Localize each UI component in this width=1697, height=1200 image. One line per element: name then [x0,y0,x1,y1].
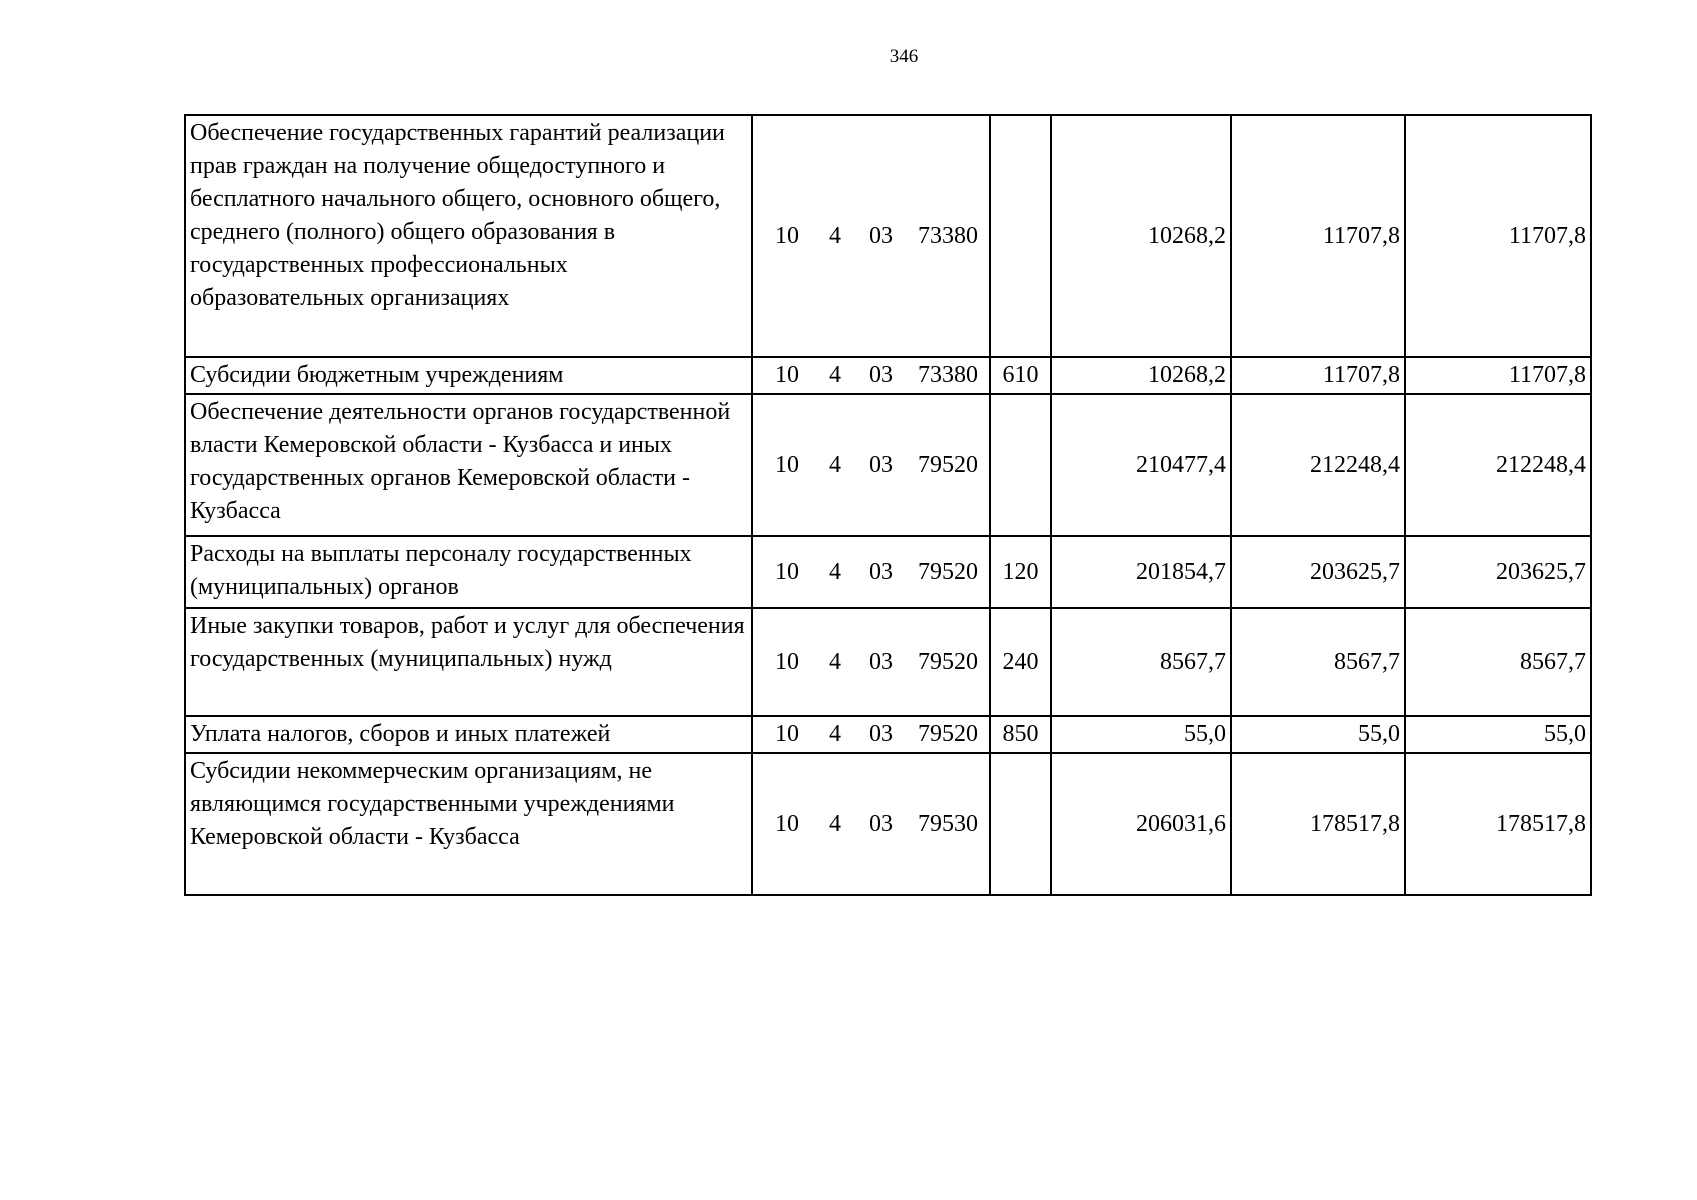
code-expense-type [990,394,1051,536]
code-subprogram: 03 [869,558,893,585]
code-expense-type: 120 [990,536,1051,608]
code-program: 4 [829,558,841,585]
amount-year-1: 8567,7 [1051,608,1231,716]
code-subprogram: 03 [869,648,893,675]
code-direction: 79520 [918,558,978,585]
row-name: Расходы на выплаты персоналу государственных (муниципальных) органов [185,536,752,608]
table-row [185,394,1591,536]
code-section: 10 [775,558,799,585]
amount-year-2: 8567,7 [1231,608,1405,716]
row-codes [752,115,990,357]
amount-year-2: 11707,8 [1231,357,1405,394]
code-section: 10 [775,648,799,675]
table-row [185,115,1591,357]
code-program: 4 [829,810,841,837]
row-name: Субсидии бюджетным учреждениям [185,357,752,394]
amount-year-2: 11707,8 [1231,115,1405,357]
code-expense-type [990,753,1051,895]
amount-year-2: 178517,8 [1231,753,1405,895]
row-codes [752,753,990,895]
amount-year-1: 201854,7 [1051,536,1231,608]
table-row [185,753,1591,895]
code-section: 10 [775,362,799,388]
code-program: 4 [829,721,841,747]
table-row [185,536,1591,608]
row-codes [752,394,990,536]
amount-year-1: 210477,4 [1051,394,1231,536]
code-subprogram: 03 [869,810,893,837]
row-name: Обеспечение государственных гарантий реализации прав граждан на получение общедоступного и бесплатного начального общего, основного общего, среднего (полного) общего образования в государственных профессиональных образовательных организациях [185,115,752,357]
table-row [185,716,1591,753]
code-expense-type: 610 [990,357,1051,394]
amount-year-2: 203625,7 [1231,536,1405,608]
code-section: 10 [775,222,799,249]
amount-year-1: 10268,2 [1051,357,1231,394]
code-subprogram: 03 [869,721,893,747]
code-expense-type: 850 [990,716,1051,753]
amount-year-1: 10268,2 [1051,115,1231,357]
table-row [185,608,1591,716]
row-name: Обеспечение деятельности органов государственной власти Кемеровской области - Кузбасса и иных государственных органов Кемеровской области - Кузбасса [185,394,752,536]
amount-year-1: 206031,6 [1051,753,1231,895]
code-subprogram: 03 [869,222,893,249]
amount-year-3: 55,0 [1405,716,1591,753]
amount-year-3: 8567,7 [1405,608,1591,716]
row-codes [752,357,990,394]
code-program: 4 [829,451,841,478]
code-expense-type [990,115,1051,357]
code-direction: 79520 [918,721,978,747]
page-number: 346 [889,46,919,67]
code-direction: 73380 [918,362,978,388]
code-program: 4 [829,362,841,388]
row-name: Субсидии некоммерческим организациям, не являющимся государственными учреждениями Кемеровской области - Кузбасса [185,753,752,895]
code-direction: 79530 [918,810,978,837]
row-codes [752,716,990,753]
amount-year-3: 203625,7 [1405,536,1591,608]
code-program: 4 [829,222,841,249]
row-codes [752,536,990,608]
code-direction: 79520 [918,451,978,478]
code-direction: 79520 [918,648,978,675]
amount-year-3: 11707,8 [1405,357,1591,394]
amount-year-3: 11707,8 [1405,115,1591,357]
amount-year-3: 212248,4 [1405,394,1591,536]
code-section: 10 [775,721,799,747]
amount-year-2: 55,0 [1231,716,1405,753]
code-direction: 73380 [918,222,978,249]
code-subprogram: 03 [869,362,893,388]
budget-table [184,114,1592,896]
code-section: 10 [775,810,799,837]
code-program: 4 [829,648,841,675]
code-subprogram: 03 [869,451,893,478]
code-section: 10 [775,451,799,478]
table-row [185,357,1591,394]
amount-year-2: 212248,4 [1231,394,1405,536]
amount-year-1: 55,0 [1051,716,1231,753]
row-codes [752,608,990,716]
code-expense-type: 240 [990,608,1051,716]
row-name: Иные закупки товаров, работ и услуг для обеспечения государственных (муниципальных) нужд [185,608,752,716]
amount-year-3: 178517,8 [1405,753,1591,895]
row-name: Уплата налогов, сборов и иных платежей [185,716,752,753]
